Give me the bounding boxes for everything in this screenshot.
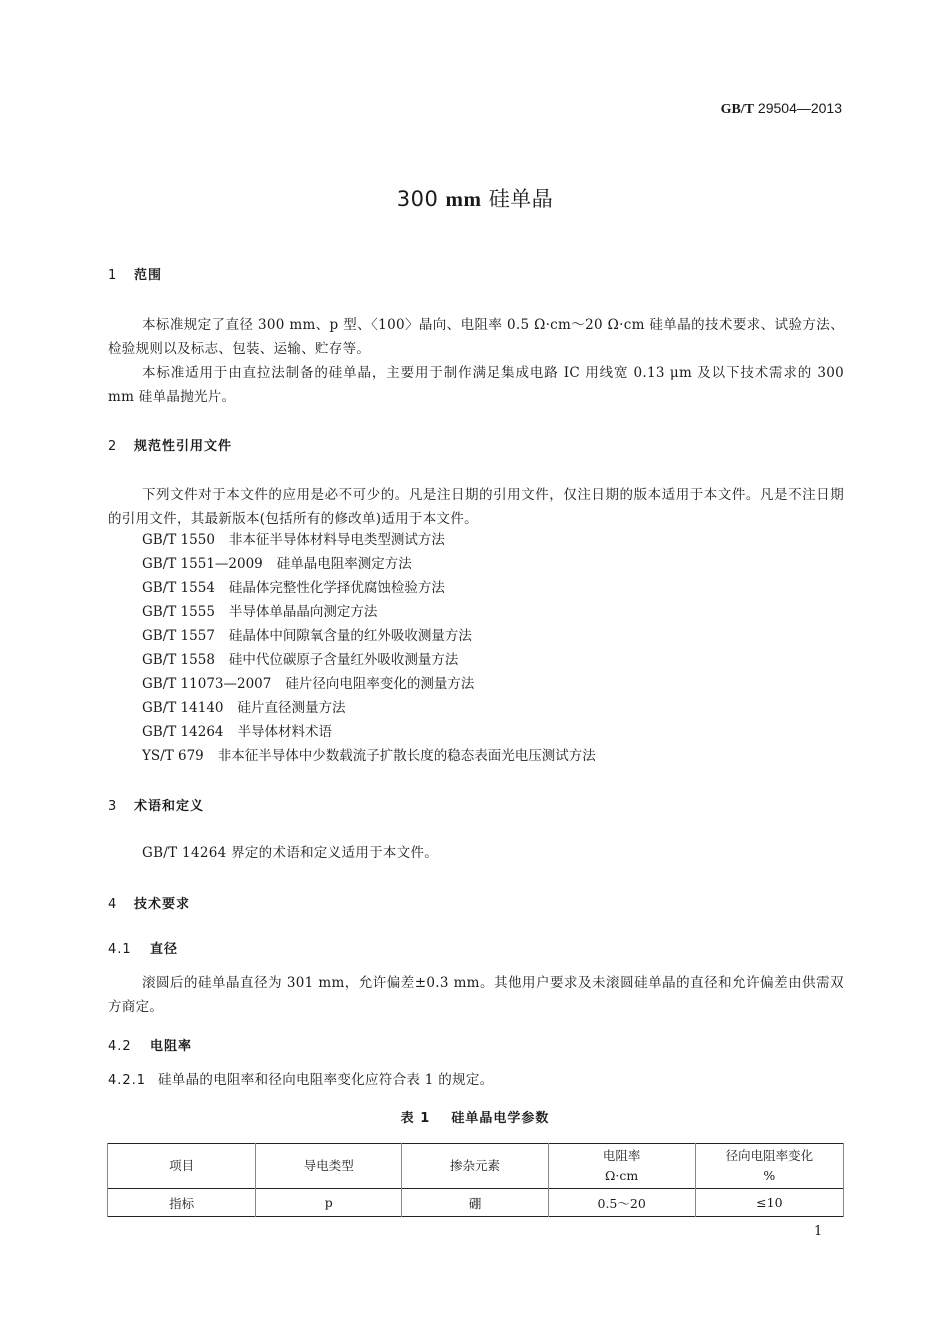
section-title: 直径 xyxy=(150,942,179,957)
reference-item: GB/T 1555 半导体单晶晶向测定方法 xyxy=(142,604,378,620)
header-resistivity: 电阻率 Ω·cm xyxy=(548,1144,695,1189)
section-number: 3 xyxy=(108,799,118,814)
reference-item: GB/T 1558 硅中代位碳原子含量红外吸收测量方法 xyxy=(142,652,459,668)
section-1-paragraph-1: 本标准规定了直径 300 mm、p 型、〈100〉晶向、电阻率 0.5 Ω·cm～20 Ω·cm 硅单晶的技术要求、试验方法、检验规则以及标志、包装、运输、贮存等。 xyxy=(108,317,844,357)
section-4-heading xyxy=(108,893,190,912)
section-1-paragraph-2: 本标准适用于由直拉法制备的硅单晶，主要用于制作满足集成电路 IC 用线宽 0.13 μm 及以下技术需求的 300 mm 硅单晶抛光片。 xyxy=(108,365,844,405)
table-row xyxy=(108,1189,844,1217)
table-number: 表 1 xyxy=(400,1111,431,1126)
clause-text: 硅单晶的电阻率和径向电阻率变化应符合表 1 的规定。 xyxy=(158,1072,494,1088)
section-4-1-paragraph-1: 滚圆后的硅单晶直径为 301 mm，允许偏差±0.3 mm。其他用户要求及未滚圆硅单晶的直径和允许偏差由供需双方商定。 xyxy=(108,975,844,1015)
reference-item: YS/T 679 非本征半导体中少数载流子扩散长度的稳态表面光电压测试方法 xyxy=(142,748,596,764)
reference-item: GB/T 1551—2009 硅单晶电阻率测定方法 xyxy=(142,556,412,572)
table-cell: p xyxy=(256,1189,402,1217)
section-number: 4.1 xyxy=(108,942,132,957)
header-item: 项目 xyxy=(108,1144,256,1189)
header-dopant: 掺杂元素 xyxy=(402,1144,548,1189)
title-number: 300 xyxy=(396,187,439,211)
section-number: 1 xyxy=(108,268,118,283)
reference-item: GB/T 11073—2007 硅片径向电阻率变化的测量方法 xyxy=(142,676,475,692)
table-cell: 指标 xyxy=(108,1189,256,1217)
section-1-heading xyxy=(108,264,162,283)
header-conductivity-type: 导电类型 xyxy=(256,1144,402,1189)
page-number: 1 xyxy=(814,1224,823,1239)
title-unit: mm xyxy=(445,187,482,211)
section-title: 电阻率 xyxy=(150,1039,193,1054)
section-number: 2 xyxy=(108,439,118,454)
standard-number: 29504—2013 xyxy=(757,100,842,116)
table-cell: 硼 xyxy=(402,1189,548,1217)
section-title: 范围 xyxy=(134,268,163,283)
table-caption xyxy=(0,1107,950,1126)
section-4-1-heading xyxy=(108,938,178,957)
section-3-heading xyxy=(108,795,204,814)
section-number: 4.2 xyxy=(108,1039,132,1054)
standard-prefix: GB/T xyxy=(720,102,755,117)
section-title: 术语和定义 xyxy=(134,799,205,814)
electrical-parameters-table xyxy=(107,1143,844,1217)
section-2-paragraph-1: 下列文件对于本文件的应用是必不可少的。凡是注日期的引用文件，仅注日期的版本适用于本文件。凡是不注日期的引用文件，其最新版本(包括所有的修改单)适用于本文件。 xyxy=(108,487,844,527)
reference-item: GB/T 1554 硅晶体完整性化学择优腐蚀检验方法 xyxy=(142,580,445,596)
title-name: 硅单晶 xyxy=(488,187,554,211)
table-cell: ≤10 xyxy=(695,1189,843,1217)
section-4-2-heading xyxy=(108,1035,192,1054)
section-3-paragraph-1: GB/T 14264 界定的术语和定义适用于本文件。 xyxy=(142,845,439,861)
table-title: 硅单晶电学参数 xyxy=(451,1111,550,1126)
table-cell: 0.5～20 xyxy=(548,1189,695,1217)
section-number: 4 xyxy=(108,897,118,912)
reference-item: GB/T 1550 非本征半导体材料导电类型测试方法 xyxy=(142,532,445,548)
section-title: 规范性引用文件 xyxy=(134,439,233,454)
section-2-heading xyxy=(108,435,232,454)
reference-item: GB/T 14140 硅片直径测量方法 xyxy=(142,700,346,716)
clause-number: 4.2.1 xyxy=(108,1073,147,1088)
section-title: 技术要求 xyxy=(134,897,191,912)
reference-item: GB/T 14264 半导体材料术语 xyxy=(142,724,332,740)
normative-references-list xyxy=(142,528,596,768)
section-4-2-1-clause xyxy=(108,1068,844,1093)
header-radial-resistivity-variation: 径向电阻率变化 % xyxy=(695,1144,843,1189)
standard-code xyxy=(721,100,842,118)
document-title xyxy=(0,183,950,213)
table-header-row xyxy=(108,1144,844,1189)
reference-item: GB/T 1557 硅晶体中间隙氧含量的红外吸收测量方法 xyxy=(142,628,472,644)
